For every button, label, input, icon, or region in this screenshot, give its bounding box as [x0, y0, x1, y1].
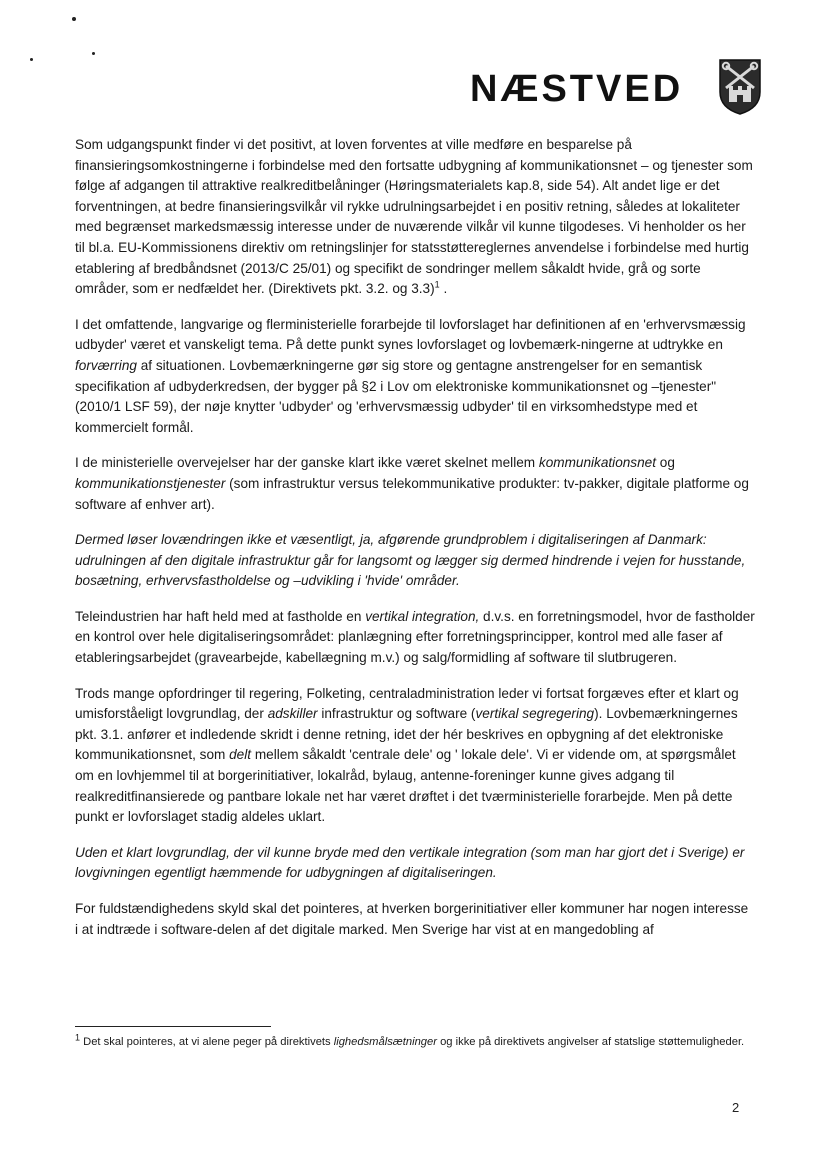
body-paragraph: [75, 315, 755, 439]
text-run: Det skal pointeres, at vi alene peger på direktivets: [80, 1036, 334, 1048]
text-run: Teleindustrien har haft held med at fastholde en: [75, 608, 366, 624]
emphasis-text: lighedsmålsætninger: [333, 1036, 437, 1048]
text-run: Trods mange opfordringer til regering, Folketing, centraladministration leder vi fortsat forgæves efter et klart og umisforståeligt lovgrundlag, der: [75, 685, 739, 722]
footnote: [75, 1034, 755, 1051]
body-paragraph: [75, 684, 755, 828]
page-number: 2: [732, 1100, 740, 1115]
emphasis-text: vertikal integration,: [365, 608, 480, 624]
text-run: og: [656, 455, 675, 471]
footnote-marker: 1: [434, 279, 440, 290]
coat-of-arms-icon: [718, 58, 762, 116]
text-run: Dermed løser lovændringen ikke et væsentligt, ja, afgørende grundproblem i digitaliseringen af Danmark: udrulningen af den digitale infrastruktur går for langsomt og lægger sig dermed hindrende i vejen for husstande, bosætning, erhvervsfastholdelse og –udvikling i 'hvide' områder.: [75, 532, 746, 589]
text-run: For fuldstændighedens skyld skal det pointeres, at hverken borgerinitiativer eller kommuner har nogen interesse i at indtræde i software-delen af det digitale marked. Men Sverige har vist at en mangedobling af: [75, 901, 749, 937]
text-run: Uden et klart lovgrundlag, der vil kunne bryde med den vertikale integration (som man har gjort det i Sverige) er lovgivningen egentligt hæmmende for udbygningen af digitaliseringen.: [75, 844, 745, 881]
text-run: I de ministerielle overvejelser har der ganske klart ikke været skelnet mellem: [75, 455, 539, 471]
text-run: af situationen. Lovbemærkningerne gør sig store og gentagne anstrengelser for en semantisk specifikation af udbyderkredsen, der bygger på §2 i Lov om elektroniske kommunikationsnet og –tjenester" (2010/1 LSF 59), der nøje knytter 'udbyder' og 'erhvervsmæssig udbyder' til en virksomhedstype med et kommercielt formål.: [75, 357, 717, 435]
letter-body: [75, 135, 755, 955]
footnote-divider: [75, 1026, 271, 1027]
page-header: [470, 58, 780, 128]
body-paragraph: [75, 607, 755, 669]
body-paragraph: [75, 530, 755, 592]
emphasis-text: kommunikationstjenester: [75, 475, 226, 491]
text-run: ). Lovbemærkningernes pkt. 3.1. anfører et indledende skridt i denne retning, idet der hér beskrives en opbygning af det elektroniske kommunikationsnet, som: [75, 706, 738, 763]
emphasis-text: delt: [229, 747, 252, 763]
scan-speck: [92, 52, 95, 55]
emphasis-text: kommunikationsnet: [538, 455, 657, 471]
text-run: .: [439, 281, 448, 297]
text-run: I det omfattende, langvarige og flerministerielle forarbejde til lovforslaget har definitionen af en 'erhvervsmæssig udbyder' været et vanskeligt tema. På dette punkt synes lovforslaget og lovbemærk-ningerne at udtrykke en: [75, 316, 746, 353]
body-paragraph: [75, 899, 755, 940]
body-paragraph: [75, 453, 755, 515]
text-run: mellem såkaldt 'centrale dele' og ' lokale dele'. Vi er vidende om, at spørgsmålet om en lovhjemmel til at borgerinitiativer, lokalråd, bylaug, antenne-foreninger kunne gives adgang til realkreditfinansierede og pantbare lokale net har været drøftet i det tværministerielle forarbejde. Men på dette punkt er lovforslaget stadig aldeles uklart.: [75, 747, 736, 825]
naestved-logo-text: NÆSTVED: [470, 68, 684, 110]
text-run: d.v.s. en forretningsmodel, hvor de fastholder en kontrol over hele digitaliseringsområdet: planlægning efter forretningsprincipper, kontrol med alle faser af etableringsarbejdet (gravearbejde, kabellægning m.v.) og salg/formidling af software til slutbrugeren.: [75, 608, 755, 666]
text-run: og ikke på direktivets angivelser af statslige støttemuligheder.: [436, 1036, 745, 1048]
emphasis-text: adskiller: [267, 706, 318, 722]
scan-speck: [72, 17, 76, 21]
emphasis-text: forværring: [75, 357, 137, 373]
text-run: Som udgangspunkt finder vi det positivt, at loven forventes at ville medføre en besparelse på finansieringsomkostningerne i forbindelse med den fortsatte udbygning af kommunikationsnet – og tjenester som følge af adgangen til attraktive realkreditbelåninger (Høringsmaterialets kap.8, side 54). Alt andet lige er det forventningen, at bedre finansieringsvilkår vil rykke udrulningsarbejdet i en positiv retning, således at lokaliteter med begrænset markedsmæssig interesse under de nuværende vilkår vil kunne tilgodeses. Vi henholder os her til bl.a. EU-Kommissionens direktiv om retningslinjer for statsstøttereglernes anvendelse i forbindelse med hurtig etablering af bredbåndsnet (2013/C 25/01) og specifikt de sondringer mellem såkaldt hvide, grå og sorte områder, som er nedfældet her. (Direktivets pkt. 3.2. og 3.3): [75, 137, 753, 297]
body-paragraph: [75, 135, 755, 300]
body-paragraph: [75, 843, 755, 884]
text-run: (som infrastruktur versus telekommunikative produkter: tv-pakker, digitale platforme og software af enhver art).: [75, 475, 749, 512]
footnote-marker: 1: [75, 1032, 81, 1043]
text-run: infrastruktur og software (: [317, 706, 476, 722]
scan-speck: [30, 58, 33, 61]
emphasis-text: vertikal segregering: [475, 706, 595, 722]
